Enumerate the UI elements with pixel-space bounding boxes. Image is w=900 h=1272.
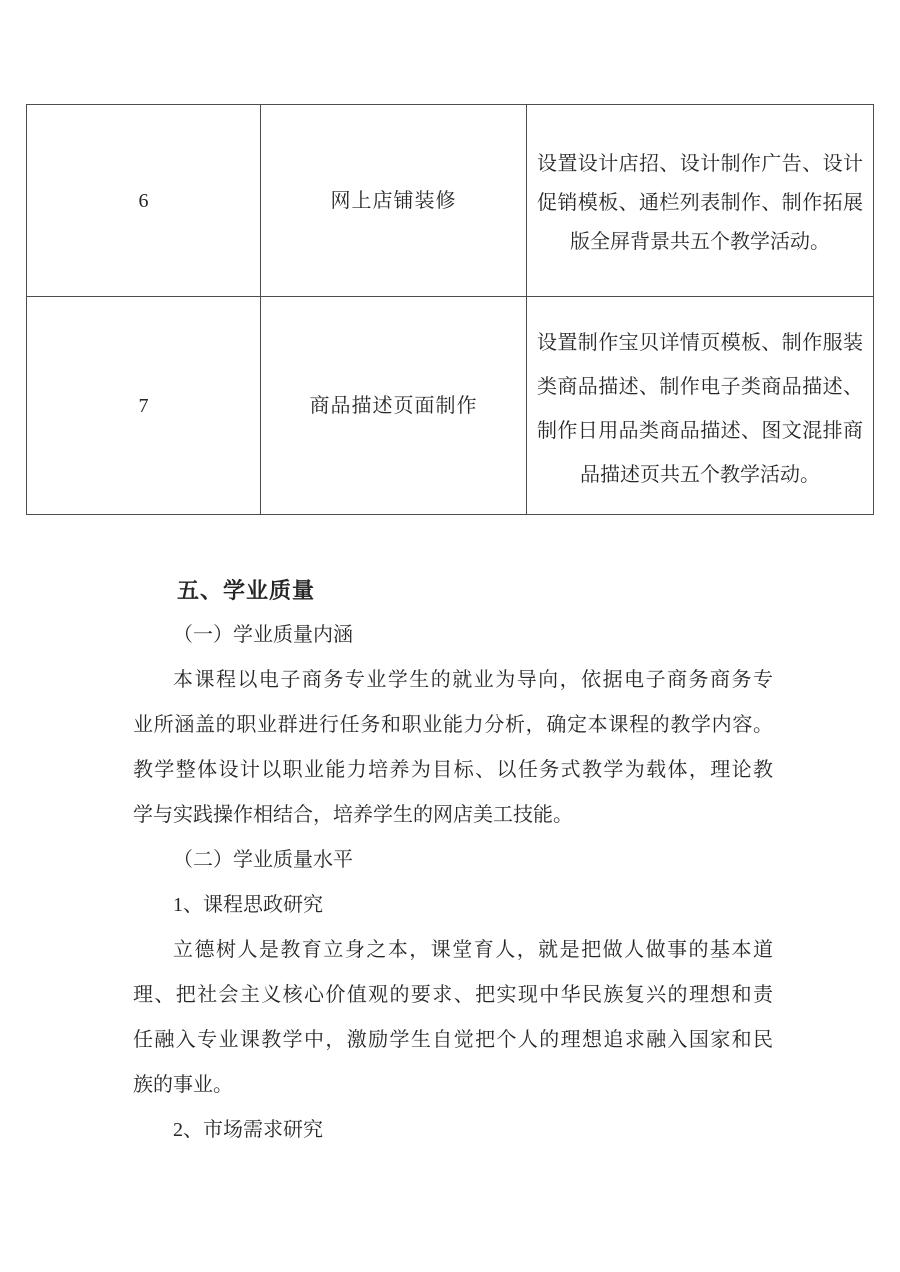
section-heading: 五、学业质量 xyxy=(177,578,316,603)
desc-line: 制作日用品类商品描述、图文混排商 xyxy=(537,419,863,442)
paragraph-line: 族的事业。 xyxy=(133,1074,233,1096)
desc-line: 设置设计店招、设计制作广告、设计 xyxy=(537,153,863,175)
paragraph-line: 教学整体设计以职业能力培养为目标、以任务式教学为载体，理论教 xyxy=(133,759,773,781)
teaching-activities-table xyxy=(26,104,874,515)
desc-line: 类商品描述、制作电子类商品描述、 xyxy=(537,375,863,398)
list-item-heading: 2、市场需求研究 xyxy=(173,1119,323,1141)
paragraph-line: 本课程以电子商务专业学生的就业为导向，依据电子商务商务专 xyxy=(173,669,773,691)
row-number-cell xyxy=(27,105,261,296)
task-name-cell xyxy=(261,105,527,296)
paragraph-line: 理、把社会主义核心价值观的要求、把实现中华民族复兴的理想和责 xyxy=(133,984,773,1006)
document-body xyxy=(133,568,773,1153)
task-name-cell xyxy=(261,297,527,514)
desc-line: 促销模板、通栏列表制作、制作拓展 xyxy=(537,192,863,214)
table-row xyxy=(27,297,873,514)
list-item-heading: 1、课程思政研究 xyxy=(173,894,323,916)
row-number: 6 xyxy=(138,189,149,212)
desc-line: 品描述页共五个教学活动。 xyxy=(580,463,820,486)
desc-line: 版全屏背景共五个教学活动。 xyxy=(570,231,830,253)
paragraph-line: 学与实践操作相结合，培养学生的网店美工技能。 xyxy=(133,804,573,826)
task-name: 商品描述页面制作 xyxy=(309,394,478,417)
subsection-heading: （一）学业质量内涵 xyxy=(173,624,353,646)
paragraph-line: 立德树人是教育立身之本，课堂育人，就是把做人做事的基本道 xyxy=(173,939,773,961)
paragraph-line: 业所涵盖的职业群进行任务和职业能力分析，确定本课程的教学内容。 xyxy=(133,714,773,736)
paragraph-line: 任融入专业课教学中，激励学生自觉把个人的理想追求融入国家和民 xyxy=(133,1029,773,1051)
task-desc-cell xyxy=(527,297,873,514)
task-desc-cell xyxy=(527,105,873,296)
row-number: 7 xyxy=(138,394,149,417)
row-number-cell xyxy=(27,297,261,514)
task-name: 网上店铺装修 xyxy=(330,189,457,212)
table-row xyxy=(27,105,873,297)
subsection-heading: （二）学业质量水平 xyxy=(173,849,353,871)
desc-line: 设置制作宝贝详情页模板、制作服装 xyxy=(537,331,863,354)
